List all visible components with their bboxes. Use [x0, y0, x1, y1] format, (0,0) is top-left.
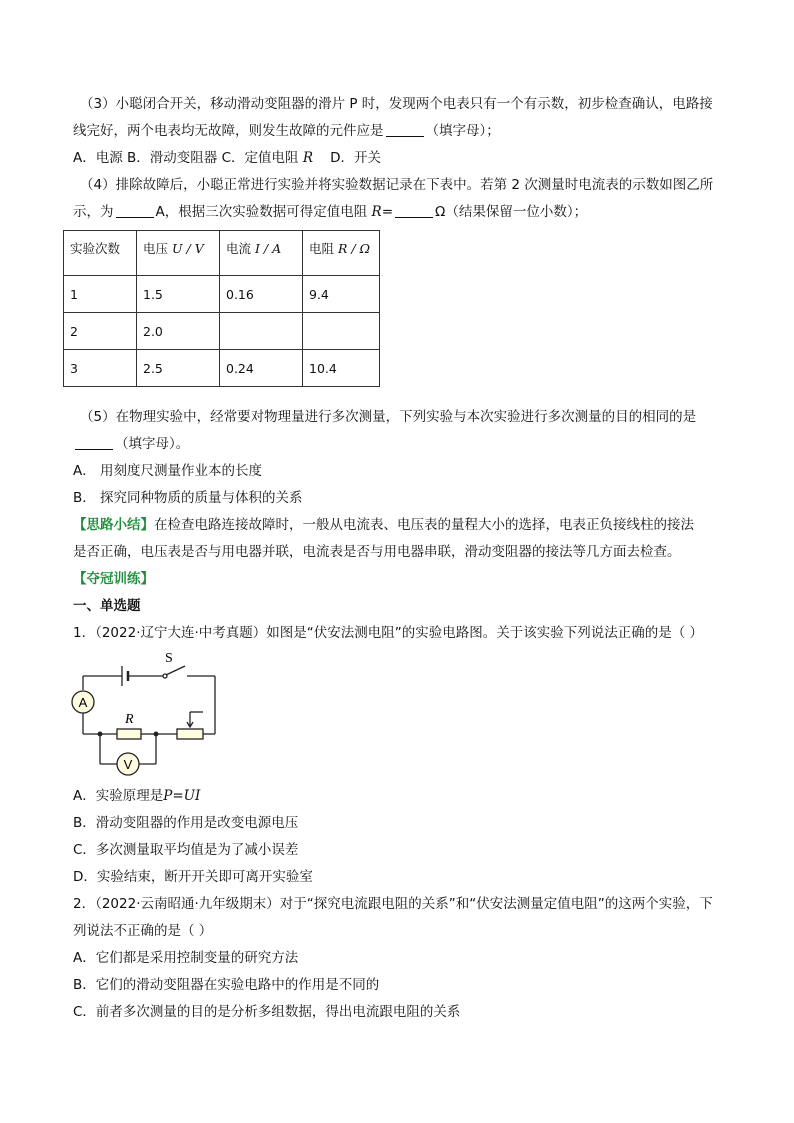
ammeter-label: A: [78, 695, 88, 710]
resistor-icon: [117, 729, 141, 739]
table-cell: 0.16: [220, 276, 303, 313]
q4-line1: （4）排除故障后，小聪正常进行实验并将实验数据记录在下表中。若第 2 次测量时电流表的示数如图乙所: [80, 177, 714, 193]
table-row: [64, 313, 380, 350]
training-tag: 【夺冠训练】: [73, 571, 154, 587]
p1-option-a: [73, 786, 200, 806]
table-header-cell: 实验次数: [64, 231, 137, 276]
q3-line1: （3）小聪闭合开关，移动滑动变阻器的滑片 P 时，发现两个电表只有一个有示数，初步检查确认，电路接: [80, 96, 713, 112]
p2-option-a: A．它们都是采用控制变量的研究方法: [73, 950, 299, 966]
voltmeter-label: V: [123, 757, 133, 772]
table-cell[interactable]: [303, 313, 380, 350]
q3-answer-blank[interactable]: [386, 122, 424, 137]
switch-blade: [166, 666, 185, 675]
table-header-cell: 电流 I / A: [220, 231, 303, 276]
p2-option-c: C．前者多次测量的目的是分析多组数据，得出电流跟电阻的关系: [73, 1004, 461, 1020]
q3-options-abc: A．电源 B．滑动变阻器 C．定值电阻: [73, 150, 299, 166]
q4-line2b: A，根据三次实验数据可得定值电阻: [155, 204, 368, 220]
summary-line1: [73, 515, 694, 535]
q4-line2: [73, 202, 587, 222]
q3-line2a: 线完好，两个电表均无故障，则发生故障的元件应是: [73, 123, 384, 139]
circuit-diagram: [70, 650, 220, 780]
data-table: [63, 230, 380, 387]
table-header-row: [64, 231, 380, 276]
p1-option-a-formula: P=UI: [163, 788, 201, 804]
p1-stem: 1．（2022·辽宁大连·中考真题）如图是“伏安法测电阻”的实验电路图。关于该实验下列说法正确的是（ ）: [73, 625, 704, 641]
q5-option-a: A． 用刻度尺测量作业本的长度: [73, 463, 263, 479]
q4-line2a: 示，为: [73, 204, 114, 220]
table-cell: 9.4: [303, 276, 380, 313]
q4-line2d: Ω（结果保留一位小数）；: [435, 204, 588, 220]
q3-option-d: D．开关: [330, 150, 382, 166]
table-cell: 1: [64, 276, 137, 313]
table-cell: 10.4: [303, 350, 380, 387]
resistor-label: R: [125, 712, 134, 727]
q4-resistance-blank[interactable]: [395, 203, 433, 218]
p2-stem-line2: 列说法不正确的是（ ）: [73, 923, 213, 939]
table-cell: 2: [64, 313, 137, 350]
rheostat-icon: [177, 729, 203, 739]
q5-line1: （5）在物理实验中，经常要对物理量进行多次测量，下列实验与本次实验进行多次测量的目的相同的是: [80, 409, 697, 425]
q3-line2: [73, 121, 500, 141]
q5-option-b: B． 探究同种物质的质量与体积的关系: [73, 490, 303, 506]
table-header-cell: 电阻 R / Ω: [303, 231, 380, 276]
table-cell: 3: [64, 350, 137, 387]
p1-option-c: C．多次测量取平均值是为了减小误差: [73, 842, 299, 858]
table-cell: 0.24: [220, 350, 303, 387]
summary-line2: 是否正确，电压表是否与用电器并联，电流表是否与用电器串联，滑动变阻器的接法等几方面去检查。: [73, 544, 681, 560]
q5-line2: [73, 434, 189, 454]
q4-line2c: =: [381, 204, 394, 220]
q5-answer-blank[interactable]: [75, 435, 113, 450]
summary-text1: 在检查电路连接故障时，一般从电流表、电压表的量程大小的选择，电表正负接线柱的接法: [154, 517, 694, 533]
q4-line2r: R: [371, 204, 382, 220]
summary-tag: 【思路小结】: [73, 517, 154, 533]
table-row: [64, 350, 380, 387]
p1-option-d: D．实验结束，断开开关即可离开实验室: [73, 869, 313, 885]
table-cell: 2.5: [137, 350, 220, 387]
section-heading: 一、单选题: [73, 598, 141, 614]
p2-stem-line1: 2．（2022·云南昭通·九年级期末）对于“探究电流跟电阻的关系”和“伏安法测量定值电阻”的这两个实验，下: [73, 896, 713, 912]
p1-option-a-text: A．实验原理是: [73, 788, 164, 804]
p2-option-b: B．它们的滑动变阻器在实验电路中的作用是不同的: [73, 977, 380, 993]
q3-option-r: R: [302, 150, 313, 166]
q5-line2-text: （填字母）。: [115, 436, 190, 452]
table-cell: 1.5: [137, 276, 220, 313]
q3-line2b: （填字母）；: [425, 123, 500, 139]
q3-options: [73, 148, 381, 168]
switch-label: S: [165, 651, 173, 666]
table-cell[interactable]: [220, 313, 303, 350]
p1-option-b: B．滑动变阻器的作用是改变电源电压: [73, 815, 299, 831]
table-header-cell: 电压 U / V: [137, 231, 220, 276]
table-cell: 2.0: [137, 313, 220, 350]
q4-current-blank[interactable]: [116, 203, 154, 218]
table-row: [64, 276, 380, 313]
